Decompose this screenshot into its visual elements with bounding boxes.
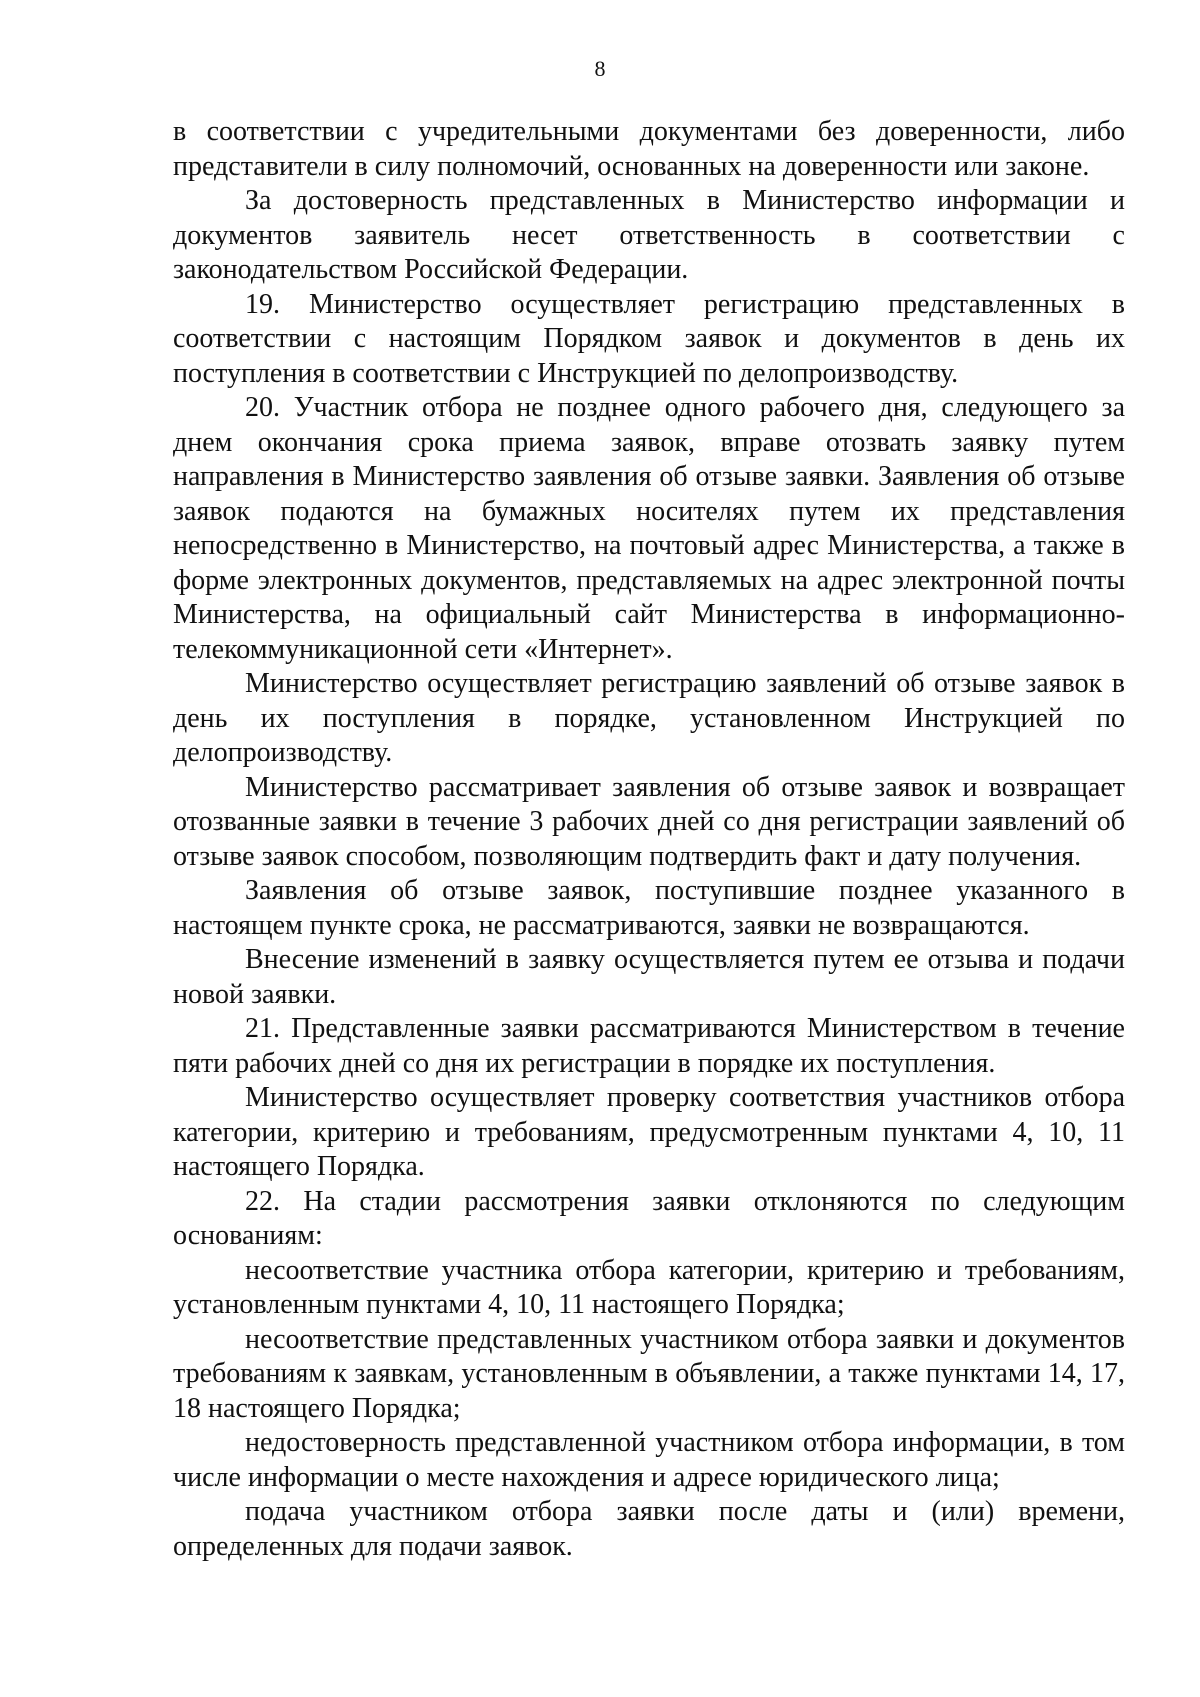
paragraph-22-ground-4: подача участником отбора заявки после даты и (или) времени, определенных для подачи заявок.	[173, 1496, 1125, 1562]
paragraph-22-ground-3: недостоверность представленной участником отбора информации, в том числе информации о месте нахождения и адресе юридического лица;	[173, 1427, 1125, 1493]
page-number: 8	[594, 56, 606, 81]
paragraph-22: 22. На стадии рассмотрения заявки отклоняются по следующим основаниям:	[173, 1185, 1125, 1251]
paragraph-20-changes: Внесение изменений в заявку осуществляется путем ее отзыва и подачи новой заявки.	[173, 944, 1125, 1010]
paragraph-20-return: Министерство рассматривает заявления об отзыве заявок и возвращает отозванные заявки в течение 3 рабочих дней со дня регистрации заявлений об отзыве заявок способом, позволяющим подтвердить факт и дату получения.	[173, 771, 1125, 872]
paragraph-20-registration: Министерство осуществляет регистрацию заявлений об отзыве заявок в день их поступления в порядке, установленном Инструкцией по делопроизводству.	[173, 668, 1125, 768]
paragraph-21-check: Министерство осуществляет проверку соответствия участников отбора категории, критерию и требованиям, предусмотренным пунктами 4, 10, 11 настоящего Порядка.	[173, 1082, 1125, 1182]
paragraph-2: За достоверность представленных в Министерство информации и документов заявитель несет ответственность в соответствии с законодательством Российской Федерации.	[173, 185, 1125, 285]
paragraph-22-ground-2: несоответствие представленных участником отбора заявки и документов требованиям к заявкам, установленным в объявлении, а также пунктами 14, 17, 18 настоящего Порядка;	[173, 1323, 1125, 1424]
paragraph-22-ground-1: несоответствие участника отбора категории, критерию и требованиям, установленным пунктами 4, 10, 11 настоящего Порядка;	[173, 1254, 1125, 1320]
document-body	[173, 115, 1125, 1564]
paragraph-21: 21. Представленные заявки рассматриваются Министерством в течение пяти рабочих дней со дня их регистрации в порядке их поступления.	[173, 1013, 1125, 1079]
paragraph-20-late: Заявления об отзыве заявок, поступившие позднее указанного в настоящем пункте срока, не рассматриваются, заявки не возвращаются.	[173, 875, 1125, 941]
paragraph-1: в соответствии с учредительными документами без доверенности, либо представители в силу полномочий, основанных на доверенности или законе.	[173, 116, 1125, 182]
paragraph-19: 19. Министерство осуществляет регистрацию представленных в соответствии с настоящим Порядком заявок и документов в день их поступления в соответствии с Инструкцией по делопроизводству.	[173, 288, 1125, 389]
paragraph-20: 20. Участник отбора не позднее одного рабочего дня, следующего за днем окончания срока приема заявок, вправе отозвать заявку путем направления в Министерство заявления об отзыве заявки. Заявления об отзыве заявок подаются на бумажных носителях путем их представления непосредственно в Министерство, на почтовый адрес Министерства, а также в форме электронных документов, представляемых на адрес электронной почты Министерства, на официальный сайт Министерства в информационно-телекоммуникационной сети «Интернет».	[173, 392, 1125, 665]
